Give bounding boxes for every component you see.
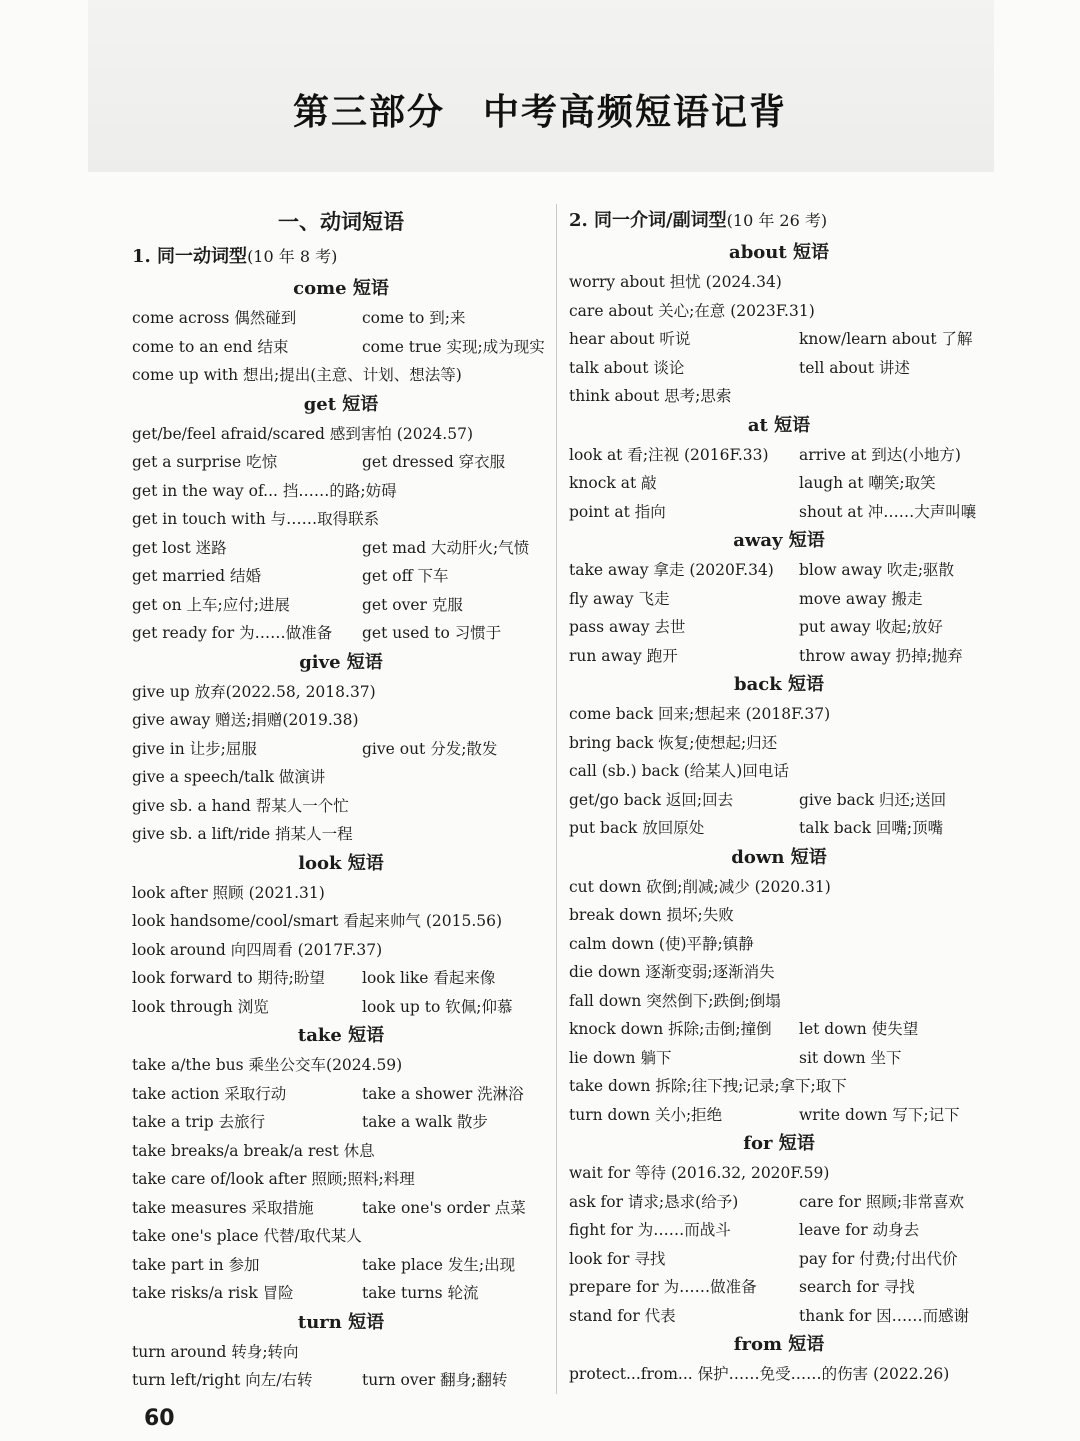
group-heading: back 短语 [734,674,824,695]
phrase-row [569,1245,989,1274]
phrase-entry: laugh at 嘲笑;取笑 [799,474,936,492]
phrase-entry: take action 采取行动 [132,1084,287,1103]
phrase-entry: come to an end 结束 [132,337,289,356]
phrase-entry: talk about 谈论 [569,358,685,377]
phrase-entry: take risks/a risk 冒险 [132,1284,294,1302]
phrase-entry: give up 放弃(2022.58, 2018.37) [132,682,376,701]
phrase-row [569,1273,989,1302]
phrase-row [569,1302,989,1331]
group-heading: look 短语 [298,852,384,874]
phrase-entry: ask for 请求;恳求(给予) [569,1192,739,1211]
phrase-entry: sit down 坐下 [799,1048,902,1067]
phrase-row [569,469,989,498]
phrase-row [132,1108,550,1137]
phrase-row [569,297,989,326]
phrase-entry: leave for 动身去 [799,1221,920,1239]
left-subheading [132,240,550,274]
phrase-row [132,879,550,908]
phrase-entry: move away 搬走 [799,589,923,608]
section-heading: 一、动词短语 [278,209,404,234]
phrase-row [132,964,550,993]
phrase-entry: search for 寻找 [799,1278,915,1296]
phrase-row [132,993,550,1022]
left-groups [132,274,550,1395]
phrase-entry: run away 跑开 [569,646,678,665]
phrase-entry: put back 放回原处 [569,819,705,837]
phrase-entry: point at 指向 [569,502,666,521]
phrase-row [132,1366,550,1395]
phrase-entry: come up with 想出;提出(主意、计划、想法等) [132,366,462,384]
phrase-row [132,562,550,591]
phrase-row [569,642,989,671]
group-heading: give 短语 [299,651,383,673]
phrase-entry: pay for 付费;付出代价 [799,1249,958,1268]
phrase-entry: prepare for 为……做准备 [569,1278,757,1296]
phrase-row [132,1279,550,1308]
phrase-row [569,958,989,987]
phrase-row [569,613,989,642]
phrase-entry: take a trip 去旅行 [132,1113,266,1131]
phrase-entry: get mad 大动肝火;气愤 [362,538,530,557]
phrase-row [132,678,550,707]
phrase-entry: look for 寻找 [569,1249,666,1268]
group-heading: come 短语 [293,278,389,299]
column-divider [556,204,557,1394]
phrase-row [569,382,989,411]
phrase-row [132,448,550,477]
phrase-entry: look forward to 期待;盼望 [132,969,325,987]
phrase-entry: give away 赠送;捐赠(2019.38) [132,711,359,729]
phrase-row [569,1101,989,1130]
phrase-entry: break down 损坏;失败 [569,906,734,924]
phrase-row [569,930,989,959]
group-heading: get 短语 [303,393,379,415]
group-heading: take 短语 [297,1025,385,1046]
phrase-row [569,786,989,815]
phrase-entry: get lost 迷路 [132,538,227,557]
phrase-entry: knock down 拆除;击倒;撞倒 [569,1020,772,1038]
phrase-entry: take a/the bus 乘坐公交车(2024.59) [132,1056,403,1074]
phrase-entry: fly away 飞走 [569,589,670,608]
phrase-entry: take place 发生;出现 [362,1255,516,1274]
phrase-row [569,814,989,843]
phrase-entry: hear about 听说 [569,330,691,348]
phrase-entry: look like 看起来像 [362,969,496,987]
group-heading: away 短语 [733,530,825,551]
group-heading: at 短语 [747,414,811,436]
phrase-row [132,591,550,620]
phrase-entry: give back 归还;送回 [799,790,947,809]
phrase-row [132,361,550,390]
phrase-entry: think about 思考;思索 [569,387,732,405]
phrase-entry: worry about 担忧 (2024.34) [569,273,782,291]
phrase-entry: give out 分发;散发 [362,739,498,758]
phrase-entry: get over 克服 [362,595,463,614]
phrase-row [569,729,989,758]
phrase-row [132,936,550,965]
phrase-row [132,1080,550,1109]
phrase-entry: protect...from... 保护……免受……的伤害 (2022.26) [569,1365,950,1383]
phrase-entry: put away 收起;放好 [799,618,943,636]
phrase-row [132,735,550,764]
phrase-row [132,763,550,792]
phrase-entry: care about 关心;在意 (2023F.31) [569,301,815,320]
phrase-entry: turn around 转身;转向 [132,1342,299,1361]
phrase-entry: throw away 扔掉;抛弃 [799,646,963,665]
phrase-entry: look handsome/cool/smart 看起来帅气 (2015.56) [132,912,503,930]
phrase-row [569,268,989,297]
phrase-entry: take care of/look after 照顾;照料;料理 [132,1170,415,1188]
phrase-row [569,556,989,585]
phrase-entry: know/learn about 了解 [799,330,973,348]
phrase-row [569,325,989,354]
phrase-entry: get in the way of... 挡……的路;妨碍 [132,481,397,500]
phrase-entry: take one's place 代替/取代某人 [132,1227,362,1245]
phrase-entry: get a surprise 吃惊 [132,453,278,471]
phrase-entry: thank for 因……而感谢 [799,1306,970,1325]
phrase-row [569,1188,989,1217]
phrase-entry: get/be/feel afraid/scared 感到害怕 (2024.57) [132,424,473,443]
right-groups [569,238,989,1389]
phrase-row [132,477,550,506]
phrase-entry: take breaks/a break/a rest 休息 [132,1141,375,1160]
phrase-entry: call (sb.) back (给某人)回电话 [569,762,789,780]
phrase-entry: take away 拿走 (2020F.34) [569,561,774,579]
phrase-row [569,757,989,786]
phrase-entry: die down 逐渐变弱;逐渐消失 [569,963,775,981]
phrase-row [132,505,550,534]
phrase-row [569,354,989,383]
phrase-entry: take turns 轮流 [362,1284,479,1302]
phrase-entry: write down 写下;记下 [799,1105,960,1124]
phrase-row [132,1051,550,1080]
page-title: 第三部分 中考高频短语记背 [292,91,787,133]
phrase-entry: get/go back 返回;回去 [569,790,734,809]
phrase-row [569,700,989,729]
phrase-entry: bring back 恢复;使想起;归还 [569,733,778,752]
phrase-row [569,873,989,902]
phrase-row [569,1360,989,1389]
phrase-entry: give in 让步;屈服 [132,739,257,758]
phrase-entry: take one's order 点菜 [362,1198,526,1217]
phrase-entry: get off 下车 [362,567,449,585]
phrase-entry: talk back 回嘴;顶嘴 [799,819,944,837]
phrase-row [132,619,550,648]
phrase-row [569,1159,989,1188]
phrase-row [569,585,989,614]
phrase-row [132,706,550,735]
phrase-row [132,333,550,362]
phrase-entry: take a shower 洗淋浴 [362,1084,524,1103]
phrase-entry: look through 浏览 [132,997,269,1016]
phrase-entry: stand for 代表 [569,1306,676,1325]
phrase-row [132,1222,550,1251]
phrase-entry: look after 照顾 (2021.31) [132,883,325,902]
phrase-row [569,1216,989,1245]
phrase-row [132,420,550,449]
group-heading: for 短语 [743,1133,815,1154]
phrase-row [132,534,550,563]
phrase-row [132,304,550,333]
phrase-entry: get used to 习惯于 [362,624,502,642]
group-heading: turn 短语 [297,1311,385,1333]
right-subheading-text: 2. 同一介词/副词型 [569,210,727,231]
left-subheading-note: (10 年 8 考) [247,247,338,266]
phrase-entry: take down 拆除;往下拽;记录;拿下;取下 [569,1077,847,1095]
group-heading: about 短语 [729,242,829,263]
phrase-entry: blow away 吹走;驱散 [799,561,955,579]
phrase-entry: look around 向四周看 (2017F.37) [132,940,383,959]
phrase-row [569,987,989,1016]
phrase-row [132,1165,550,1194]
phrase-entry: arrive at 到达(小地方) [799,445,961,464]
left-subheading-text: 1. 同一动词型 [132,246,248,267]
page-number: 60 [144,1406,175,1431]
phrase-entry: turn over 翻身;翻转 [362,1371,508,1389]
phrase-row [132,907,550,936]
phrase-entry: come to 到;来 [362,309,466,327]
phrase-row [569,1044,989,1073]
phrase-row [569,498,989,527]
phrase-row [132,792,550,821]
phrase-entry: lie down 躺下 [569,1048,672,1067]
phrase-entry: get dressed 穿衣服 [362,453,506,471]
phrase-row [569,1015,989,1044]
phrase-row [569,901,989,930]
phrase-row [132,1251,550,1280]
phrase-row [569,1072,989,1101]
phrase-entry: come true 实现;成为现实 [362,337,545,356]
phrase-entry: wait for 等待 (2016.32, 2020F.59) [569,1164,830,1182]
phrase-entry: pass away 去世 [569,618,686,636]
phrase-entry: calm down (使)平静;镇静 [569,934,754,953]
group-heading: from 短语 [733,1334,825,1355]
phrase-entry: get on 上车;应付;进展 [132,595,290,614]
phrase-row [132,1194,550,1223]
phrase-row [569,441,989,470]
phrase-entry: take a walk 散步 [362,1113,488,1131]
phrase-entry: get married 结婚 [132,567,261,585]
phrase-entry: take measures 采取措施 [132,1198,314,1217]
phrase-entry: come across 偶然碰到 [132,309,297,327]
phrase-entry: give sb. a lift/ride 捎某人一程 [132,825,353,843]
right-subheading [569,204,989,238]
phrase-entry: come back 回来;想起来 (2018F.37) [569,705,831,723]
phrase-entry: knock at 敲 [569,474,657,492]
phrase-entry: look at 看;注视 (2016F.33) [569,445,769,464]
right-subheading-note: (10 年 26 考) [726,211,828,230]
phrase-entry: care for 照顾;非常喜欢 [799,1192,965,1211]
phrase-entry: fight for 为……而战斗 [569,1221,731,1239]
phrase-entry: turn left/right 向左/右转 [132,1371,313,1389]
phrase-entry: fall down 突然倒下;跌倒;倒塌 [569,991,781,1010]
phrase-entry: cut down 砍倒;削减;减少 (2020.31) [569,877,831,896]
phrase-entry: let down 使失望 [799,1020,919,1038]
phrase-entry: get ready for 为……做准备 [132,624,333,642]
phrase-entry: take part in 参加 [132,1255,260,1274]
phrase-entry: give sb. a hand 帮某人一个忙 [132,796,349,815]
phrase-entry: give a speech/talk 做演讲 [132,768,326,786]
phrase-entry: turn down 关小;拒绝 [569,1105,723,1124]
phrase-row [132,1137,550,1166]
phrase-entry: tell about 讲述 [799,358,910,377]
phrase-entry: get in touch with 与……取得联系 [132,510,380,528]
group-heading: down 短语 [731,846,827,868]
phrase-row [132,1338,550,1367]
phrase-entry: look up to 钦佩;仰慕 [362,997,513,1016]
right-column [569,204,989,1389]
phrase-entry: shout at 冲……大声叫嚷 [799,502,977,521]
left-column [132,204,550,1395]
phrase-row [132,820,550,849]
